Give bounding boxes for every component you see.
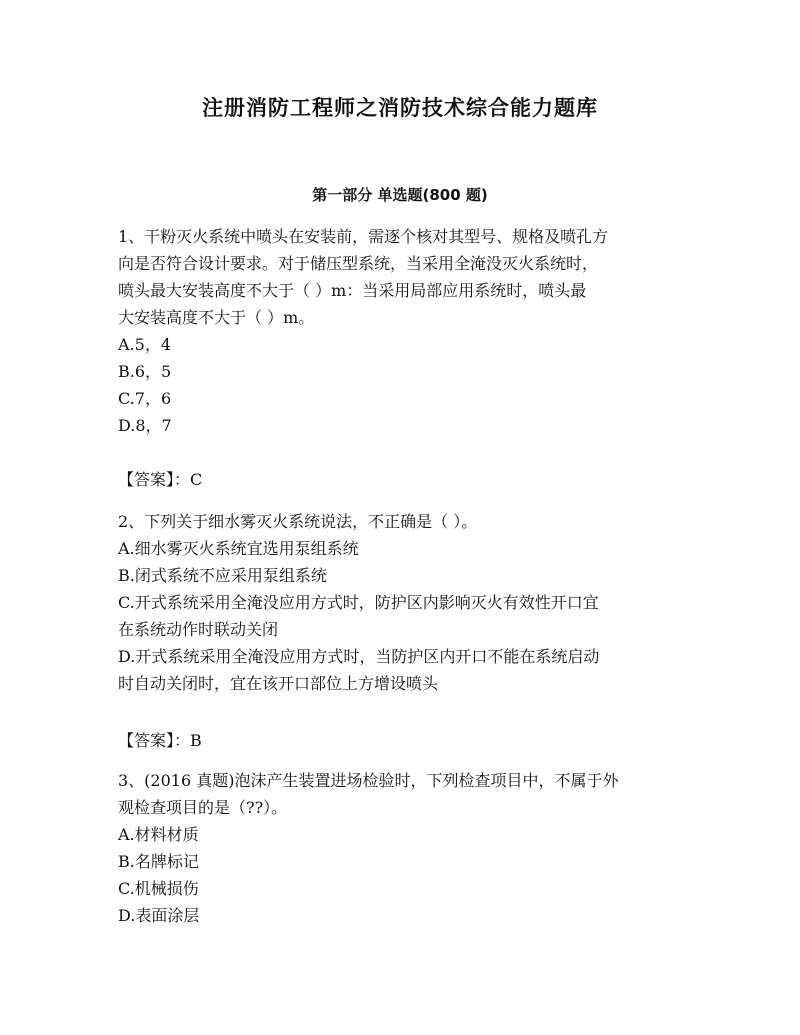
option-d-continued: 时自动关闭时，宜在该开口部位上方增设喷头 — [118, 674, 439, 693]
option-d: D.表面涂层 — [118, 906, 200, 925]
option-b: B.6，5 — [118, 362, 172, 381]
option-a: A.材料材质 — [118, 825, 199, 844]
option-b: B.闭式系统不应采用泵组系统 — [118, 566, 327, 585]
question-stem-line: 向是否符合设计要求。对于储压型系统，当采用全淹没灭火系统时， — [118, 254, 599, 273]
section-title: 第一部分 单选题(800 题) — [312, 186, 488, 204]
document-title: 注册消防工程师之消防技术综合能力题库 — [202, 96, 598, 120]
option-b: B.名牌标记 — [118, 852, 199, 871]
option-a: A.细水雾灭火系统宜选用泵组系统 — [118, 539, 359, 558]
question-stem-line: 观检查项目的是（??）。 — [118, 798, 288, 817]
option-c: C.开式系统采用全淹没应用方式时，防护区内影响灭火有效性开口宜 — [118, 593, 599, 612]
option-d: D.开式系统采用全淹没应用方式时，当防护区内开口不能在系统启动 — [118, 647, 600, 666]
option-c-continued: 在系统动作时联动关闭 — [118, 620, 279, 639]
answer-1: 【答案】：C — [118, 470, 203, 489]
option-c: C.7，6 — [118, 389, 172, 408]
question-stem-line: 3、(2016 真题)泡沫产生装置进场检验时，下列检查项目中，不属于外 — [118, 771, 619, 790]
question-stem-line: 1、干粉灭火系统中喷头在安装前，需逐个核对其型号、规格及喷孔方 — [118, 227, 609, 246]
option-d: D.8，7 — [118, 416, 172, 435]
question-3 — [118, 767, 688, 929]
option-a: A.5，4 — [118, 335, 172, 354]
question-stem-line: 喷头最大安装高度不大于（ ）m：当采用局部应用系统时，喷头最 — [118, 281, 587, 300]
answer-2: 【答案】：B — [118, 731, 202, 750]
question-stem-line: 2、下列关于细水雾灭火系统说法，不正确是（ ）。 — [118, 512, 478, 531]
question-stem-line: 大安装高度不大于（ ）m。 — [118, 308, 315, 327]
question-2 — [118, 508, 688, 697]
question-1 — [118, 223, 688, 439]
option-c: C.机械损伤 — [118, 879, 199, 898]
